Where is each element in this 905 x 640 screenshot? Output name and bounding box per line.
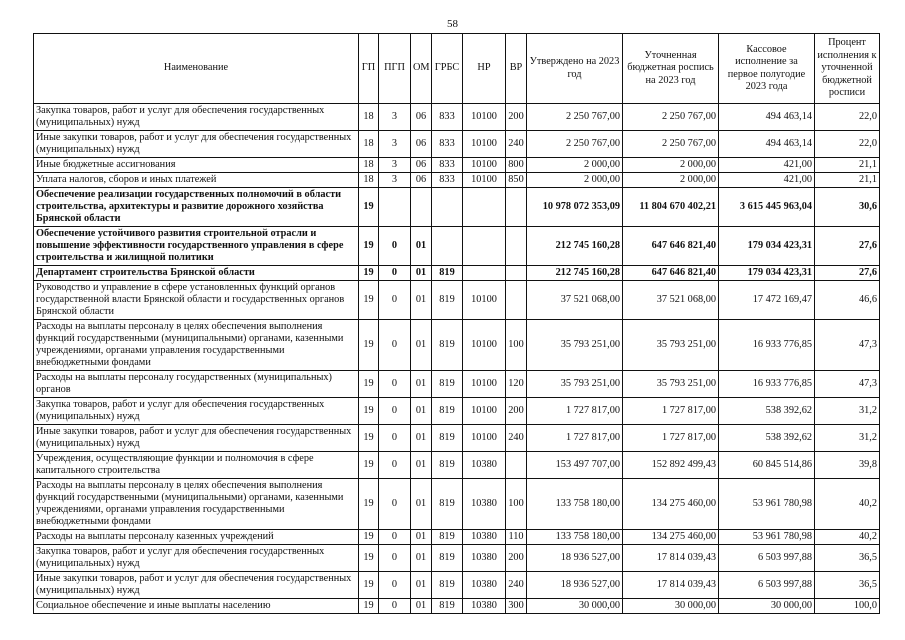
- cell-nr: 10380: [463, 530, 506, 545]
- cell-vr: 200: [506, 398, 527, 425]
- cell-name: Расходы на выплаты персоналу государственных (муниципальных) органов: [34, 371, 359, 398]
- cell-vr: 110: [506, 530, 527, 545]
- header-revised: Уточненная бюджетная роспись на 2023 год: [623, 34, 719, 104]
- cell-om: 01: [411, 266, 432, 281]
- cell-vr: 240: [506, 425, 527, 452]
- cell-percent: 21,1: [815, 173, 880, 188]
- cell-revised: 11 804 670 402,21: [623, 188, 719, 227]
- cell-name: Департамент строительства Брянской области: [34, 266, 359, 281]
- cell-nr: 10380: [463, 599, 506, 614]
- cell-gp: 19: [359, 227, 379, 266]
- cell-pgp: 0: [379, 227, 411, 266]
- cell-grbs: 819: [432, 266, 463, 281]
- cell-grbs: 819: [432, 320, 463, 371]
- cell-nr: 10100: [463, 104, 506, 131]
- cell-approved: 133 758 180,00: [527, 530, 623, 545]
- cell-approved: 1 727 817,00: [527, 425, 623, 452]
- cell-vr: 120: [506, 371, 527, 398]
- cell-executed: 494 463,14: [719, 131, 815, 158]
- cell-percent: 22,0: [815, 104, 880, 131]
- cell-nr: 10100: [463, 371, 506, 398]
- header-gp: ГП: [359, 34, 379, 104]
- cell-percent: 39,8: [815, 452, 880, 479]
- header-percent: Процент исполнения к уточненной бюджетной росписи: [815, 34, 880, 104]
- cell-vr: 800: [506, 158, 527, 173]
- cell-name: Обеспечение реализации государственных полномочий в области строительства, архитектуры и развитие дорожного хозяйства Брянской области: [34, 188, 359, 227]
- cell-om: 01: [411, 452, 432, 479]
- cell-pgp: 3: [379, 173, 411, 188]
- table-row: [34, 545, 880, 572]
- cell-gp: 19: [359, 599, 379, 614]
- table-row: [34, 479, 880, 530]
- cell-pgp: 0: [379, 425, 411, 452]
- table-row: [34, 425, 880, 452]
- table-row: [34, 227, 880, 266]
- table-row: [34, 398, 880, 425]
- cell-om: 06: [411, 173, 432, 188]
- cell-grbs: 833: [432, 158, 463, 173]
- cell-nr: [463, 266, 506, 281]
- cell-revised: 1 727 817,00: [623, 398, 719, 425]
- cell-vr: [506, 227, 527, 266]
- cell-executed: 53 961 780,98: [719, 530, 815, 545]
- cell-om: 01: [411, 530, 432, 545]
- cell-gp: 18: [359, 104, 379, 131]
- cell-approved: 35 793 251,00: [527, 371, 623, 398]
- cell-gp: 19: [359, 281, 379, 320]
- cell-vr: 200: [506, 104, 527, 131]
- cell-grbs: 819: [432, 599, 463, 614]
- cell-approved: 2 000,00: [527, 158, 623, 173]
- cell-gp: 18: [359, 158, 379, 173]
- cell-gp: 18: [359, 131, 379, 158]
- cell-percent: 36,5: [815, 545, 880, 572]
- cell-executed: 16 933 776,85: [719, 371, 815, 398]
- cell-grbs: 819: [432, 572, 463, 599]
- cell-gp: 19: [359, 545, 379, 572]
- cell-revised: 2 000,00: [623, 158, 719, 173]
- cell-revised: 1 727 817,00: [623, 425, 719, 452]
- cell-executed: 60 845 514,86: [719, 452, 815, 479]
- cell-name: Расходы на выплаты персоналу в целях обеспечения выполнения функций государственными (муниципальными) органами, казенными учреждениями, органами управления государственными внебюджетными фондами: [34, 479, 359, 530]
- cell-grbs: 819: [432, 425, 463, 452]
- cell-approved: 18 936 527,00: [527, 545, 623, 572]
- cell-om: 01: [411, 281, 432, 320]
- cell-approved: 35 793 251,00: [527, 320, 623, 371]
- table-row: [34, 158, 880, 173]
- cell-gp: 19: [359, 188, 379, 227]
- cell-name: Расходы на выплаты персоналу казенных учреждений: [34, 530, 359, 545]
- cell-executed: 538 392,62: [719, 425, 815, 452]
- cell-om: 01: [411, 227, 432, 266]
- cell-gp: 19: [359, 266, 379, 281]
- cell-percent: 40,2: [815, 479, 880, 530]
- cell-gp: 18: [359, 173, 379, 188]
- cell-pgp: 0: [379, 398, 411, 425]
- cell-revised: 647 646 821,40: [623, 227, 719, 266]
- table-row: [34, 281, 880, 320]
- cell-nr: 10100: [463, 158, 506, 173]
- cell-vr: [506, 281, 527, 320]
- cell-revised: 647 646 821,40: [623, 266, 719, 281]
- table-row: [34, 104, 880, 131]
- cell-pgp: 0: [379, 452, 411, 479]
- cell-pgp: 0: [379, 572, 411, 599]
- cell-approved: 212 745 160,28: [527, 227, 623, 266]
- cell-gp: 19: [359, 530, 379, 545]
- table-row: [34, 599, 880, 614]
- cell-name: Закупка товаров, работ и услуг для обеспечения государственных (муниципальных) нужд: [34, 545, 359, 572]
- cell-gp: 19: [359, 572, 379, 599]
- cell-approved: 18 936 527,00: [527, 572, 623, 599]
- cell-vr: 100: [506, 320, 527, 371]
- cell-nr: 10380: [463, 572, 506, 599]
- table-row: [34, 371, 880, 398]
- cell-revised: 37 521 068,00: [623, 281, 719, 320]
- cell-gp: 19: [359, 479, 379, 530]
- cell-om: 06: [411, 131, 432, 158]
- cell-pgp: 0: [379, 266, 411, 281]
- cell-name: Уплата налогов, сборов и иных платежей: [34, 173, 359, 188]
- cell-name: Расходы на выплаты персоналу в целях обеспечения выполнения функций государственными (муниципальными) органами, казенными учреждениями, органами управления государственными внебюджетными фондами: [34, 320, 359, 371]
- cell-name: Закупка товаров, работ и услуг для обеспечения государственных (муниципальных) нужд: [34, 398, 359, 425]
- cell-approved: 2 000,00: [527, 173, 623, 188]
- cell-pgp: 0: [379, 599, 411, 614]
- cell-pgp: 3: [379, 158, 411, 173]
- cell-vr: [506, 452, 527, 479]
- cell-executed: 3 615 445 963,04: [719, 188, 815, 227]
- cell-grbs: 819: [432, 530, 463, 545]
- cell-vr: 200: [506, 545, 527, 572]
- table-row: [34, 530, 880, 545]
- cell-gp: 19: [359, 398, 379, 425]
- cell-pgp: 0: [379, 371, 411, 398]
- cell-om: 01: [411, 320, 432, 371]
- cell-executed: 538 392,62: [719, 398, 815, 425]
- cell-om: 01: [411, 599, 432, 614]
- table-row: [34, 188, 880, 227]
- cell-approved: 2 250 767,00: [527, 131, 623, 158]
- cell-approved: 10 978 072 353,09: [527, 188, 623, 227]
- cell-revised: 134 275 460,00: [623, 530, 719, 545]
- cell-vr: [506, 188, 527, 227]
- cell-percent: 22,0: [815, 131, 880, 158]
- table-row: [34, 131, 880, 158]
- cell-pgp: 3: [379, 131, 411, 158]
- cell-executed: 421,00: [719, 173, 815, 188]
- cell-executed: 6 503 997,88: [719, 572, 815, 599]
- cell-percent: 46,6: [815, 281, 880, 320]
- header-grbs: ГРБС: [432, 34, 463, 104]
- cell-executed: 6 503 997,88: [719, 545, 815, 572]
- cell-nr: 10100: [463, 320, 506, 371]
- cell-revised: 2 250 767,00: [623, 104, 719, 131]
- cell-percent: 47,3: [815, 371, 880, 398]
- header-name: Наименование: [34, 34, 359, 104]
- cell-revised: 2 000,00: [623, 173, 719, 188]
- cell-executed: 16 933 776,85: [719, 320, 815, 371]
- cell-pgp: [379, 188, 411, 227]
- cell-percent: 30,6: [815, 188, 880, 227]
- cell-revised: 35 793 251,00: [623, 371, 719, 398]
- cell-om: 06: [411, 104, 432, 131]
- cell-percent: 100,0: [815, 599, 880, 614]
- table-row: [34, 173, 880, 188]
- cell-nr: [463, 227, 506, 266]
- cell-om: 01: [411, 371, 432, 398]
- header-executed: Кассовое исполнение за первое полугодие 2023 года: [719, 34, 815, 104]
- cell-approved: 212 745 160,28: [527, 266, 623, 281]
- cell-name: Социальное обеспечение и иные выплаты населению: [34, 599, 359, 614]
- cell-pgp: 0: [379, 281, 411, 320]
- cell-executed: 421,00: [719, 158, 815, 173]
- cell-executed: 494 463,14: [719, 104, 815, 131]
- cell-gp: 19: [359, 452, 379, 479]
- cell-grbs: 819: [432, 371, 463, 398]
- cell-pgp: 0: [379, 545, 411, 572]
- cell-nr: 10380: [463, 479, 506, 530]
- cell-om: 01: [411, 479, 432, 530]
- cell-gp: 19: [359, 320, 379, 371]
- cell-pgp: 3: [379, 104, 411, 131]
- table-header-row: [34, 34, 880, 104]
- cell-grbs: 819: [432, 398, 463, 425]
- cell-nr: 10380: [463, 452, 506, 479]
- cell-vr: [506, 266, 527, 281]
- cell-name: Учреждения, осуществляющие функции и полномочия в сфере капитального строительства: [34, 452, 359, 479]
- header-vr: ВР: [506, 34, 527, 104]
- header-nr: НР: [463, 34, 506, 104]
- cell-executed: 30 000,00: [719, 599, 815, 614]
- table-row: [34, 320, 880, 371]
- cell-grbs: [432, 227, 463, 266]
- cell-vr: 100: [506, 479, 527, 530]
- cell-revised: 17 814 039,43: [623, 545, 719, 572]
- cell-om: 01: [411, 425, 432, 452]
- cell-executed: 17 472 169,47: [719, 281, 815, 320]
- header-approved: Утверждено на 2023 год: [527, 34, 623, 104]
- cell-om: 01: [411, 572, 432, 599]
- cell-name: Руководство и управление в сфере установленных функций органов государственной власти Брянской области и государственных органов Брянской области: [34, 281, 359, 320]
- cell-pgp: 0: [379, 530, 411, 545]
- cell-name: Иные закупки товаров, работ и услуг для обеспечения государственных (муниципальных) нужд: [34, 572, 359, 599]
- cell-grbs: 819: [432, 545, 463, 572]
- cell-percent: 31,2: [815, 425, 880, 452]
- cell-om: 01: [411, 398, 432, 425]
- cell-nr: [463, 188, 506, 227]
- cell-nr: 10100: [463, 398, 506, 425]
- cell-name: Закупка товаров, работ и услуг для обеспечения государственных (муниципальных) нужд: [34, 104, 359, 131]
- cell-approved: 37 521 068,00: [527, 281, 623, 320]
- table-row: [34, 452, 880, 479]
- cell-revised: 2 250 767,00: [623, 131, 719, 158]
- table-row: [34, 266, 880, 281]
- cell-name: Иные закупки товаров, работ и услуг для обеспечения государственных (муниципальных) нужд: [34, 425, 359, 452]
- cell-grbs: 819: [432, 281, 463, 320]
- cell-pgp: 0: [379, 479, 411, 530]
- cell-om: [411, 188, 432, 227]
- cell-revised: 17 814 039,43: [623, 572, 719, 599]
- cell-percent: 27,6: [815, 266, 880, 281]
- cell-executed: 179 034 423,31: [719, 266, 815, 281]
- cell-grbs: 833: [432, 173, 463, 188]
- cell-percent: 36,5: [815, 572, 880, 599]
- cell-name: Обеспечение устойчивого развития строительной отрасли и повышение эффективности государственного управления в сфере строительства и жилищной политики: [34, 227, 359, 266]
- budget-table: [33, 33, 880, 614]
- cell-percent: 27,6: [815, 227, 880, 266]
- table-row: [34, 572, 880, 599]
- cell-om: 01: [411, 545, 432, 572]
- cell-percent: 31,2: [815, 398, 880, 425]
- cell-revised: 152 892 499,43: [623, 452, 719, 479]
- page-number: 58: [447, 18, 458, 30]
- cell-nr: 10100: [463, 131, 506, 158]
- cell-grbs: 819: [432, 452, 463, 479]
- header-om: ОМ: [411, 34, 432, 104]
- cell-vr: 240: [506, 131, 527, 158]
- cell-percent: 21,1: [815, 158, 880, 173]
- cell-name: Иные бюджетные ассигнования: [34, 158, 359, 173]
- cell-approved: 1 727 817,00: [527, 398, 623, 425]
- cell-approved: 2 250 767,00: [527, 104, 623, 131]
- cell-grbs: 819: [432, 479, 463, 530]
- cell-om: 06: [411, 158, 432, 173]
- cell-percent: 47,3: [815, 320, 880, 371]
- cell-nr: 10100: [463, 425, 506, 452]
- cell-grbs: 833: [432, 104, 463, 131]
- cell-executed: 53 961 780,98: [719, 479, 815, 530]
- cell-nr: 10100: [463, 281, 506, 320]
- cell-nr: 10100: [463, 173, 506, 188]
- cell-nr: 10380: [463, 545, 506, 572]
- cell-name: Иные закупки товаров, работ и услуг для обеспечения государственных (муниципальных) нужд: [34, 131, 359, 158]
- cell-approved: 30 000,00: [527, 599, 623, 614]
- cell-pgp: 0: [379, 320, 411, 371]
- cell-executed: 179 034 423,31: [719, 227, 815, 266]
- cell-approved: 153 497 707,00: [527, 452, 623, 479]
- header-pgp: ПГП: [379, 34, 411, 104]
- cell-grbs: 833: [432, 131, 463, 158]
- cell-revised: 35 793 251,00: [623, 320, 719, 371]
- cell-vr: 300: [506, 599, 527, 614]
- cell-percent: 40,2: [815, 530, 880, 545]
- cell-grbs: [432, 188, 463, 227]
- cell-vr: 240: [506, 572, 527, 599]
- cell-gp: 19: [359, 425, 379, 452]
- cell-approved: 133 758 180,00: [527, 479, 623, 530]
- cell-vr: 850: [506, 173, 527, 188]
- cell-gp: 19: [359, 371, 379, 398]
- cell-revised: 134 275 460,00: [623, 479, 719, 530]
- cell-revised: 30 000,00: [623, 599, 719, 614]
